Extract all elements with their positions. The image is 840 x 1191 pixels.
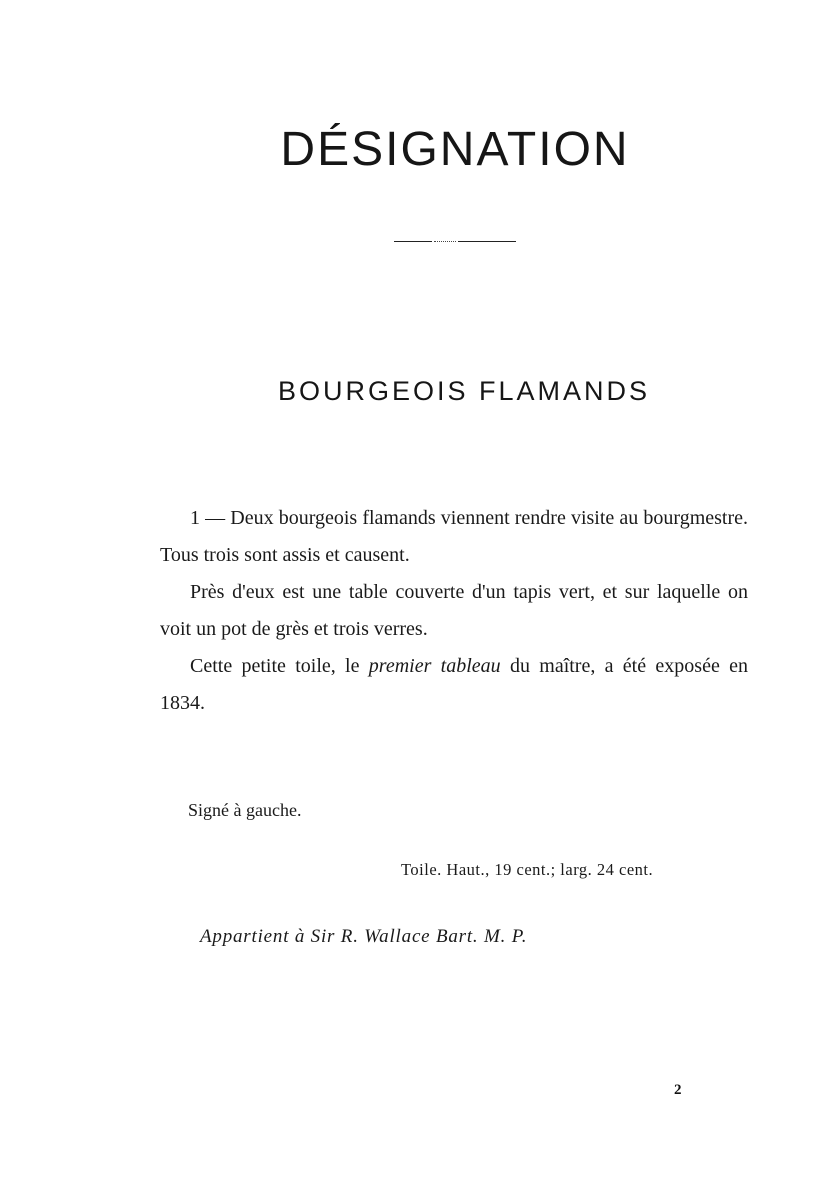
entry-text-1: Deux bourgeois flamands viennent rendre visite au bourgmestre. Tous trois sont assis et causent. bbox=[160, 507, 749, 566]
entry-description bbox=[160, 500, 748, 722]
entry-paragraph-3 bbox=[160, 648, 748, 722]
signature-note: Signé à gauche. bbox=[188, 800, 302, 820]
page-number: 2 bbox=[674, 1082, 682, 1098]
owner-line: Appartient à Sir R. Wallace Bart. M. P. bbox=[200, 926, 528, 947]
entry-paragraph-1 bbox=[160, 500, 748, 574]
entry-dash: — bbox=[205, 507, 226, 529]
entry-number: 1 bbox=[190, 507, 200, 529]
decorative-rule-dots bbox=[434, 241, 456, 242]
entry-paragraph-2: Près d'eux est une table couverte d'un tapis vert, et sur laquelle on voit un pot de grès et trois verres. bbox=[160, 581, 748, 640]
page-title: DÉSIGNATION bbox=[280, 123, 630, 176]
dimensions-line: Toile. Haut., 19 cent.; larg. 24 cent. bbox=[401, 860, 654, 879]
section-title: BOURGEOIS FLAMANDS bbox=[277, 376, 651, 406]
entry-text-3a: Cette petite toile, le bbox=[190, 655, 369, 677]
entry-italic-title: premier tableau bbox=[368, 655, 501, 677]
entry-text-3b: du maître, a été exposée en 1834. bbox=[160, 655, 748, 714]
